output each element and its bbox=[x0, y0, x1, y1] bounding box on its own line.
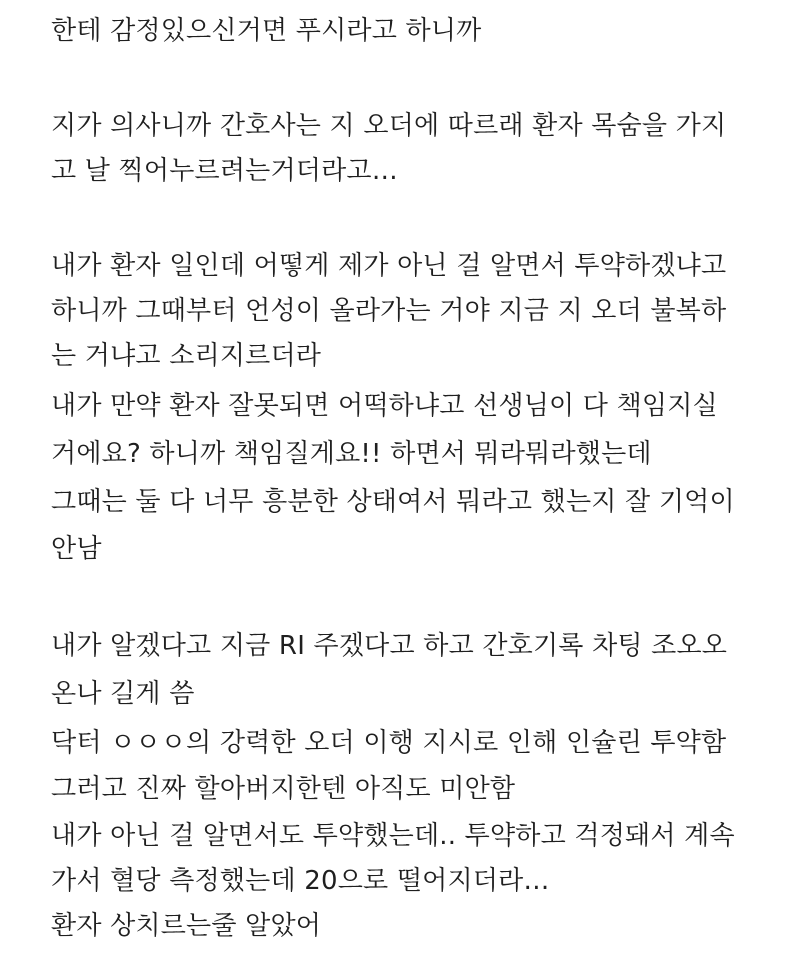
text-line: 닥터 ㅇㅇㅇ의 강력한 오더 이행 지시로 인해 인슐린 투약함 bbox=[51, 728, 727, 758]
text-line: 가서 혈당 측정했는데 20으로 떨어지더라… bbox=[51, 866, 550, 896]
text-line: 하니까 그때부터 언성이 올라가는 거야 지금 지 오더 불복하 bbox=[51, 296, 727, 326]
text-line: 안남 bbox=[51, 534, 102, 564]
text-line: 온나 길게 씀 bbox=[51, 679, 195, 709]
text-line: 환자 상치르는줄 알았어 bbox=[51, 911, 322, 941]
text-line: 내가 알겠다고 지금 RI 주겠다고 하고 간호기록 차팅 조오오 bbox=[51, 631, 728, 661]
text-line: 고 날 찍어누르려는거더라고… bbox=[51, 156, 398, 186]
text-line: 한테 감정있으신거면 푸시라고 하니까 bbox=[51, 16, 482, 46]
text-line: 내가 아닌 걸 알면서도 투약했는데.. 투약하고 걱정돼서 계속 bbox=[51, 821, 735, 851]
text-line: 그때는 둘 다 너무 흥분한 상태여서 뭐라고 했는지 잘 기억이 bbox=[51, 487, 735, 517]
text-line: 내가 환자 일인데 어떻게 제가 아닌 걸 알면서 투약하겠냐고 bbox=[51, 251, 727, 281]
text-line: 그러고 진짜 할아버지한텐 아직도 미안함 bbox=[51, 774, 516, 804]
text-line: 내가 만약 환자 잘못되면 어떡하냐고 선생님이 다 책임지실 bbox=[51, 391, 718, 421]
text-line: 거에요? 하니까 책임질게요!! 하면서 뭐라뭐라했는데 bbox=[51, 439, 652, 469]
text-line: 지가 의사니까 간호사는 지 오더에 따르래 환자 목숨을 가지 bbox=[51, 111, 727, 141]
text-line: 는 거냐고 소리지르더라 bbox=[51, 341, 322, 371]
